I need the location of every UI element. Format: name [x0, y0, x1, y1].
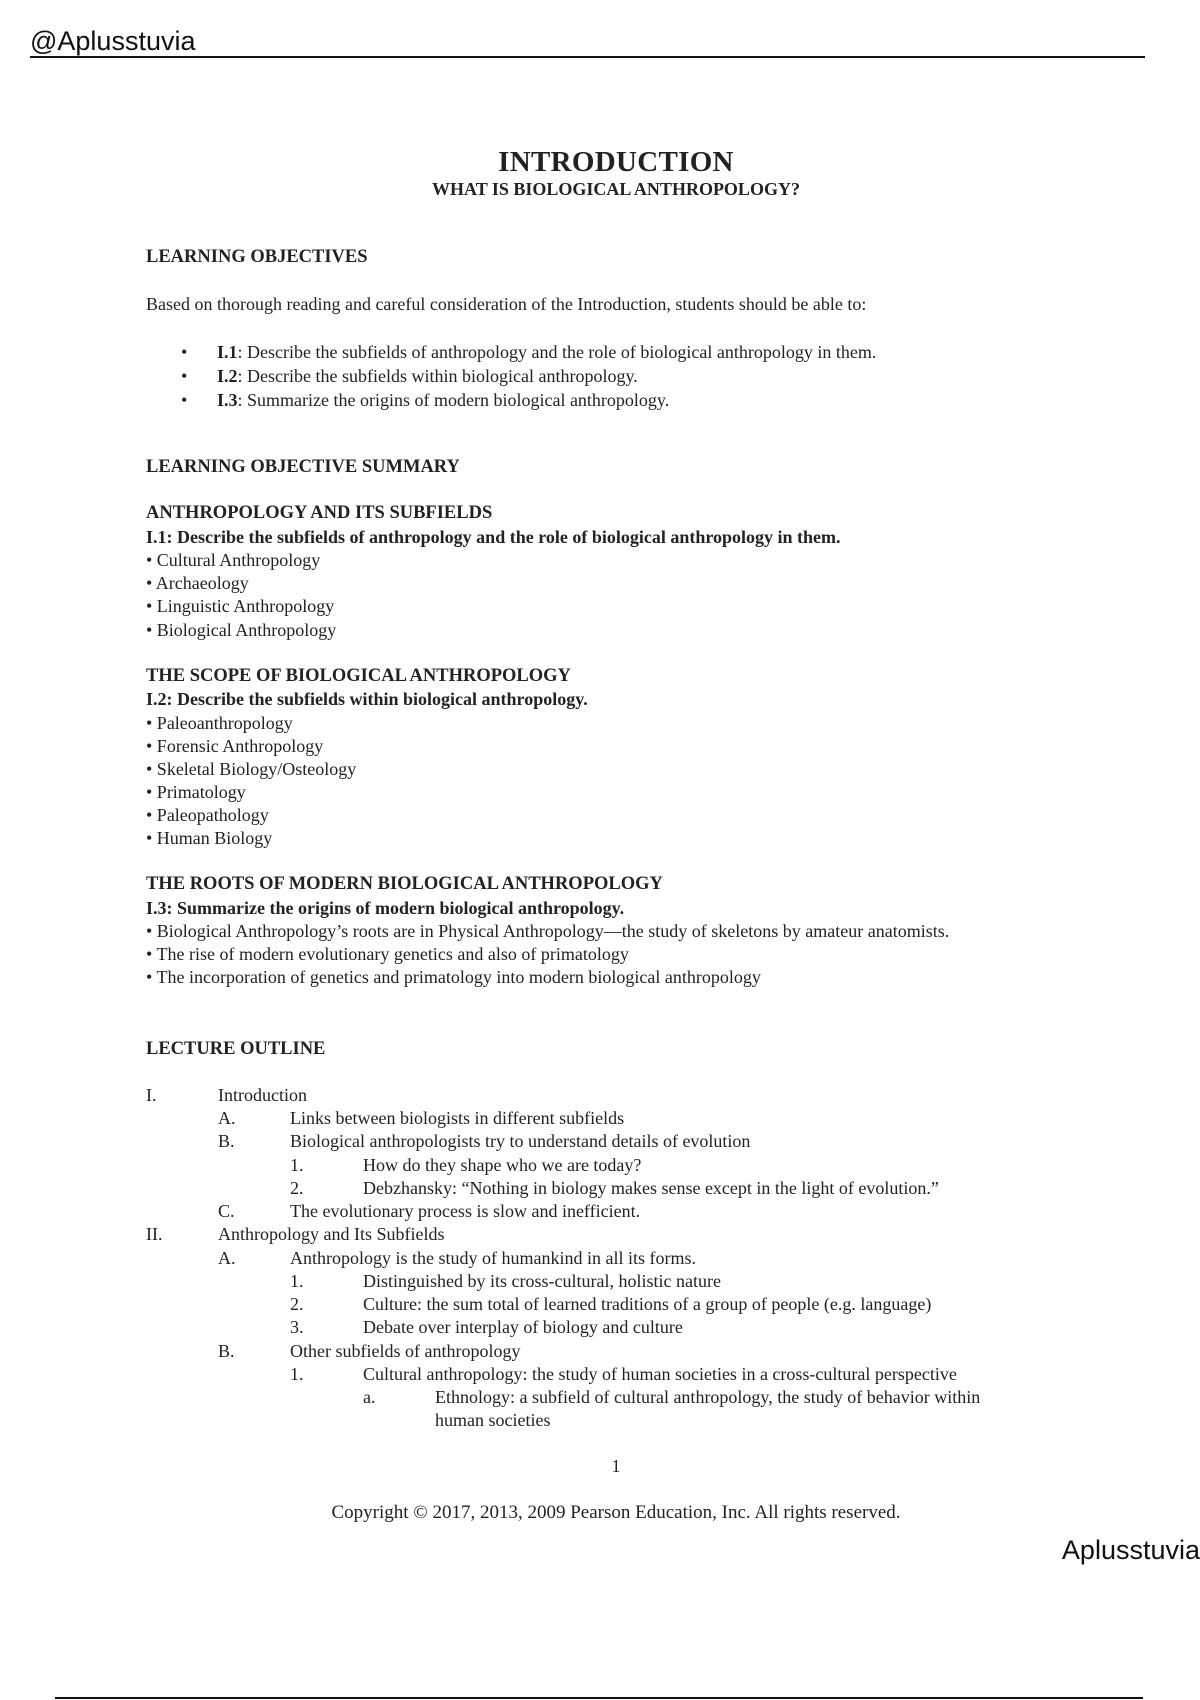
outline-text: Debate over interplay of biology and culture — [363, 1317, 683, 1337]
list-item: • Linguistic Anthropology — [146, 596, 335, 616]
outline-text: Culture: the sum total of learned traditions of a group of people (e.g. language) — [363, 1294, 932, 1314]
outline-text: Links between biologists in different subfields — [290, 1108, 625, 1128]
objective-code: I.1 — [217, 342, 238, 362]
bullet-icon: • — [181, 342, 188, 362]
section-objective: I.1: Describe the subfields of anthropology and the role of biological anthropology in them. — [146, 527, 841, 547]
watermark-bottom: Aplusstuvia — [1061, 1535, 1200, 1565]
page-subtitle: WHAT IS BIOLOGICAL ANTHROPOLOGY? — [432, 179, 800, 199]
section-objective: I.2: Describe the subfields within biological anthropology. — [146, 689, 588, 709]
outline-marker: B. — [218, 1341, 235, 1361]
list-item: • Cultural Anthropology — [146, 550, 321, 570]
objective-item — [217, 390, 669, 411]
outline-marker: II. — [146, 1224, 163, 1244]
outline-text: The evolutionary process is slow and inefficient. — [290, 1201, 641, 1221]
outline-text: How do they shape who we are today? — [363, 1155, 642, 1175]
outline-marker: 2. — [290, 1178, 304, 1198]
list-item: • The incorporation of genetics and primatology into modern biological anthropology — [146, 967, 761, 987]
list-item: • Biological Anthropology — [146, 620, 337, 640]
lecture-outline-heading: LECTURE OUTLINE — [146, 1039, 326, 1059]
outline-text: human societies — [435, 1410, 551, 1430]
section-title: THE ROOTS OF MODERN BIOLOGICAL ANTHROPOLOGY — [146, 874, 663, 894]
bullet-icon: • — [181, 390, 188, 410]
list-item: • The rise of modern evolutionary genetics and also of primatology — [146, 944, 629, 964]
outline-text: Introduction — [218, 1085, 307, 1105]
list-item: • Skeletal Biology/Osteology — [146, 759, 357, 779]
outline-text: Ethnology: a subfield of cultural anthropology, the study of behavior within — [435, 1387, 981, 1407]
top-rule — [30, 56, 1145, 58]
watermark-top: @Aplusstuvia — [30, 26, 196, 56]
list-item: • Paleoanthropology — [146, 713, 293, 733]
outline-text: Biological anthropologists try to understand details of evolution — [290, 1131, 751, 1151]
outline-text: Anthropology and Its Subfields — [218, 1224, 445, 1244]
list-item: • Forensic Anthropology — [146, 736, 324, 756]
list-item: • Biological Anthropology’s roots are in Physical Anthropology—the study of skeletons by amateur anatomists. — [146, 921, 950, 941]
objective-text: : Describe the subfields of anthropology and the role of biological anthropology in them. — [237, 342, 877, 362]
outline-marker: 1. — [290, 1155, 304, 1175]
list-item: • Human Biology — [146, 828, 273, 848]
learning-objectives-heading: LEARNING OBJECTIVES — [146, 247, 368, 267]
outline-marker: I. — [146, 1085, 157, 1105]
list-item: • Archaeology — [146, 573, 249, 593]
objective-text: : Summarize the origins of modern biological anthropology. — [237, 390, 670, 410]
section-objective: I.3: Summarize the origins of modern biological anthropology. — [146, 898, 625, 918]
outline-marker: C. — [218, 1201, 235, 1221]
learning-objectives-intro: Based on thorough reading and careful consideration of the Introduction, students should be able to: — [146, 294, 867, 314]
objective-code: I.2 — [217, 366, 238, 386]
objective-text: : Describe the subfields within biological anthropology. — [237, 366, 638, 386]
section-title: THE SCOPE OF BIOLOGICAL ANTHROPOLOGY — [146, 666, 571, 686]
outline-marker: A. — [218, 1108, 236, 1128]
section-title: ANTHROPOLOGY AND ITS SUBFIELDS — [146, 503, 493, 523]
outline-marker: B. — [218, 1131, 235, 1151]
outline-marker: a. — [363, 1387, 376, 1407]
objective-item — [217, 342, 876, 363]
outline-marker: 3. — [290, 1317, 304, 1337]
bottom-rule — [55, 1697, 1143, 1699]
objective-code: I.3 — [217, 390, 238, 410]
outline-text: Other subfields of anthropology — [290, 1341, 521, 1361]
page-title: INTRODUCTION — [498, 146, 734, 178]
outline-text: Debzhansky: “Nothing in biology makes sense except in the light of evolution.” — [363, 1178, 939, 1198]
outline-text: Distinguished by its cross-cultural, holistic nature — [363, 1271, 721, 1291]
objective-item — [217, 366, 638, 387]
outline-marker: 2. — [290, 1294, 304, 1314]
outline-marker: A. — [218, 1248, 236, 1268]
summary-heading: LEARNING OBJECTIVE SUMMARY — [146, 457, 460, 477]
list-item: • Paleopathology — [146, 805, 269, 825]
outline-marker: 1. — [290, 1364, 304, 1384]
outline-text: Cultural anthropology: the study of human societies in a cross-cultural perspective — [363, 1364, 957, 1384]
outline-text: Anthropology is the study of humankind in all its forms. — [290, 1248, 696, 1268]
copyright-notice: Copyright © 2017, 2013, 2009 Pearson Education, Inc. All rights reserved. — [331, 1502, 901, 1523]
list-item: • Primatology — [146, 782, 246, 802]
outline-marker: 1. — [290, 1271, 304, 1291]
page-number: 1 — [611, 1456, 621, 1476]
bullet-icon: • — [181, 366, 188, 386]
